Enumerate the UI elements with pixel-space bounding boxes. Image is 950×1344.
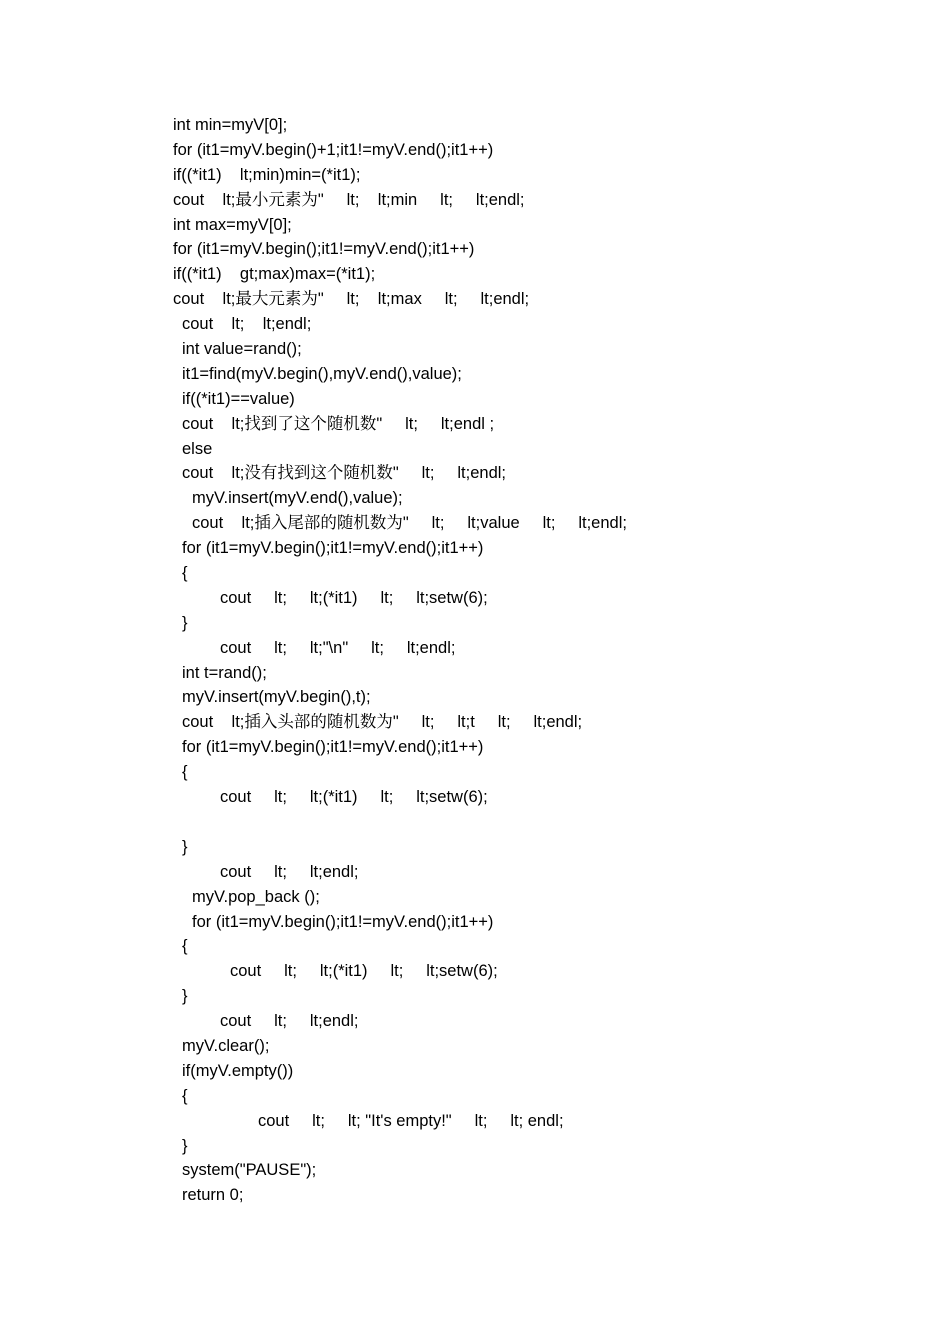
code-line: cout lt;插入头部的随机数为" lt; lt;t lt; lt;endl;	[182, 713, 583, 732]
code-line	[173, 810, 913, 835]
code-line: cout lt; lt; "It's empty!" lt; lt; endl;	[258, 1111, 564, 1130]
code-line: for (it1=myV.begin();it1!=myV.end();it1++)	[182, 738, 484, 757]
code-line: cout lt; lt;endl;	[220, 1012, 359, 1031]
code-line: myV.insert(myV.begin(),t);	[182, 688, 371, 707]
code-line: if((*it1) lt;min)min=(*it1);	[173, 165, 361, 184]
code-line: return 0;	[182, 1186, 244, 1205]
code-line: system("PAUSE");	[182, 1161, 317, 1180]
code-line: int max=myV[0];	[173, 215, 292, 234]
code-line: cout lt; lt;(*it1) lt; lt;setw(6);	[220, 788, 488, 807]
code-line: cout lt; lt;"\n" lt; lt;endl;	[220, 638, 456, 657]
code-line: if((*it1)==value)	[182, 389, 295, 408]
code-line: int t=rand();	[182, 663, 267, 682]
code-line: myV.pop_back ();	[192, 887, 320, 906]
code-line: cout lt;没有找到这个随机数" lt; lt;endl;	[182, 464, 507, 483]
code-line: for (it1=myV.begin();it1!=myV.end();it1++)	[182, 539, 484, 558]
code-line: for (it1=myV.begin();it1!=myV.end();it1++)	[173, 240, 475, 259]
code-line: for (it1=myV.begin();it1!=myV.end();it1++)	[192, 912, 494, 931]
code-line: myV.clear();	[182, 1036, 270, 1055]
code-line: cout lt; lt;(*it1) lt; lt;setw(6);	[230, 962, 498, 981]
code-line: cout lt;插入尾部的随机数为" lt; lt;value lt; lt;endl;	[192, 514, 627, 533]
code-listing	[173, 113, 913, 1208]
code-line: {	[182, 937, 188, 956]
code-line: else	[182, 439, 213, 458]
code-line: }	[182, 613, 188, 632]
code-line: }	[182, 1136, 188, 1155]
code-line: {	[182, 763, 188, 782]
code-line: }	[182, 987, 188, 1006]
code-line: int min=myV[0];	[173, 116, 288, 134]
code-line: if(myV.empty())	[182, 1061, 294, 1080]
code-line: if((*it1) gt;max)max=(*it1);	[173, 265, 376, 284]
code-line: }	[182, 837, 188, 856]
code-line: cout lt;找到了这个随机数" lt; lt;endl ;	[182, 414, 495, 433]
code-line: cout lt;最小元素为" lt; lt;min lt; lt;endl;	[173, 190, 525, 209]
code-line: it1=find(myV.begin(),myV.end(),value);	[182, 364, 462, 383]
code-line: {	[182, 564, 188, 583]
code-line: cout lt; lt;(*it1) lt; lt;setw(6);	[220, 588, 488, 607]
code-line: for (it1=myV.begin()+1;it1!=myV.end();it1++)	[173, 140, 494, 159]
code-line: int value=rand();	[182, 340, 302, 359]
code-line: myV.insert(myV.end(),value);	[192, 489, 403, 508]
code-line: cout lt;最大元素为" lt; lt;max lt; lt;endl;	[173, 290, 530, 309]
code-line: cout lt; lt;endl;	[220, 862, 359, 881]
code-line: cout lt; lt;endl;	[182, 315, 312, 334]
code-line: {	[182, 1086, 188, 1105]
